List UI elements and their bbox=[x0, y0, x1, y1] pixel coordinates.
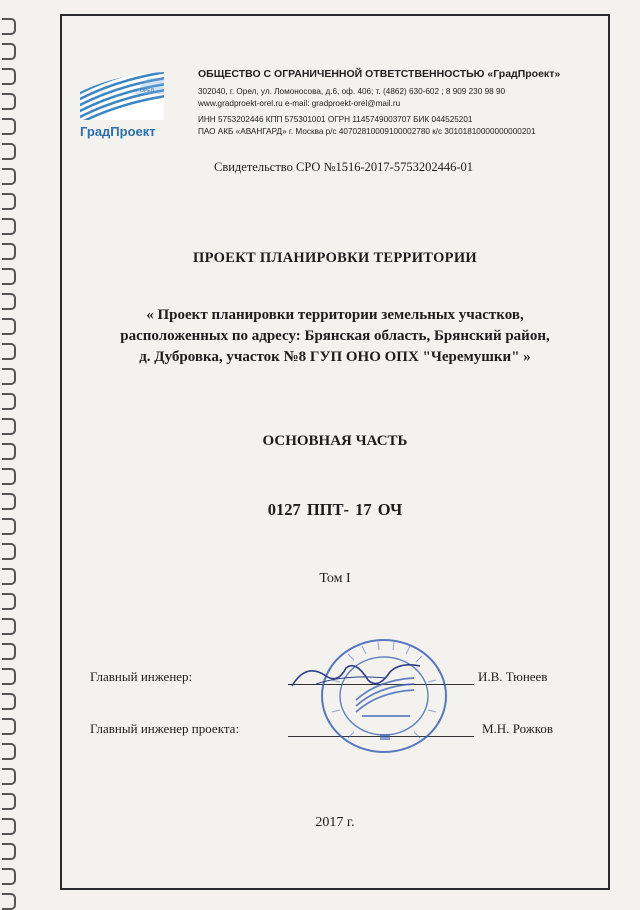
company-header bbox=[198, 68, 598, 137]
binding-ring bbox=[2, 793, 16, 810]
volume-label: Том I bbox=[319, 571, 351, 586]
binding-ring bbox=[2, 443, 16, 460]
binding-ring bbox=[2, 618, 16, 635]
binding-ring bbox=[2, 543, 16, 560]
company-requisites: ИНН 5753202446 КПП 575301001 ОГРН 1145749003707 БИК 044525201 bbox=[198, 115, 473, 124]
signature-role: Главный инженер: bbox=[90, 669, 193, 684]
document-code: 0127 ППТ- 17 ОЧ bbox=[267, 500, 403, 519]
binding-ring bbox=[2, 768, 16, 785]
subtitle-line: д. Дубровка, участок №8 ГУП ОНО ОПХ "Черемушки" » bbox=[139, 349, 531, 365]
binding-ring bbox=[2, 568, 16, 585]
spiral-binding bbox=[0, 0, 22, 905]
subtitle-line: « Проект планировки территории земельных участков, bbox=[146, 307, 524, 323]
binding-ring bbox=[2, 168, 16, 185]
signature-name: И.В. Тюнеев bbox=[478, 669, 548, 684]
part-heading: ОСНОВНАЯ ЧАСТЬ bbox=[262, 433, 408, 449]
binding-ring bbox=[2, 143, 16, 160]
subtitle-line: расположенных по адресу: Брянская область, Брянский район, bbox=[120, 328, 550, 344]
binding-ring bbox=[2, 268, 16, 285]
binding-ring bbox=[2, 593, 16, 610]
binding-ring bbox=[2, 818, 16, 835]
binding-ring bbox=[2, 68, 16, 85]
logo-small-text: ОРЕЛ bbox=[140, 88, 154, 94]
document-year: 2017 г. bbox=[315, 815, 355, 830]
binding-ring bbox=[2, 293, 16, 310]
binding-ring bbox=[2, 743, 16, 760]
project-subtitle bbox=[60, 305, 610, 368]
binding-ring bbox=[2, 118, 16, 135]
binding-ring bbox=[2, 493, 16, 510]
binding-ring bbox=[2, 468, 16, 485]
binding-ring bbox=[2, 218, 16, 235]
binding-ring bbox=[2, 368, 16, 385]
page-frame bbox=[60, 14, 610, 890]
company-logo-icon bbox=[76, 70, 180, 140]
signature-icon bbox=[286, 656, 426, 696]
company-address: 302040, г. Орел, ул. Ломоносова, д.6, оф. 406; т. (4862) 630-602 ; 8 909 230 98 90 bbox=[198, 87, 506, 96]
binding-ring bbox=[2, 93, 16, 110]
sro-certificate: Свидетельство СРО №1516-2017-5753202446-01 bbox=[214, 160, 473, 174]
binding-ring bbox=[2, 393, 16, 410]
round-stamp-icon bbox=[318, 636, 450, 756]
binding-ring bbox=[2, 843, 16, 860]
binding-ring bbox=[2, 343, 16, 360]
document-title: ПРОЕКТ ПЛАНИРОВКИ ТЕРРИТОРИИ bbox=[193, 250, 477, 266]
signature-name: М.Н. Рожков bbox=[482, 721, 554, 736]
binding-ring bbox=[2, 718, 16, 735]
binding-ring bbox=[2, 693, 16, 710]
binding-ring bbox=[2, 193, 16, 210]
binding-ring bbox=[2, 318, 16, 335]
binding-ring bbox=[2, 418, 16, 435]
company-web: www.gradproekt-orel.ru e-mail: gradproekt-orel@mail.ru bbox=[198, 98, 401, 108]
signature-role: Главный инженер проекта: bbox=[90, 721, 240, 736]
logo-text: ГрадПроект bbox=[80, 124, 156, 139]
binding-ring bbox=[2, 868, 16, 885]
binding-ring bbox=[2, 243, 16, 260]
binding-ring bbox=[2, 893, 16, 910]
binding-ring bbox=[2, 43, 16, 60]
binding-ring bbox=[2, 18, 16, 35]
binding-ring bbox=[2, 643, 16, 660]
binding-ring bbox=[2, 668, 16, 685]
company-name: ОБЩЕСТВО С ОГРАНИЧЕННОЙ ОТВЕТСТВЕННОСТЬЮ «ГрадПроект» bbox=[198, 68, 561, 80]
company-bank: ПАО АКБ «АВАНГАРД» г. Москва р/с 40702810009100002780 к/с 30101810000000000201 bbox=[198, 126, 536, 136]
binding-ring bbox=[2, 518, 16, 535]
